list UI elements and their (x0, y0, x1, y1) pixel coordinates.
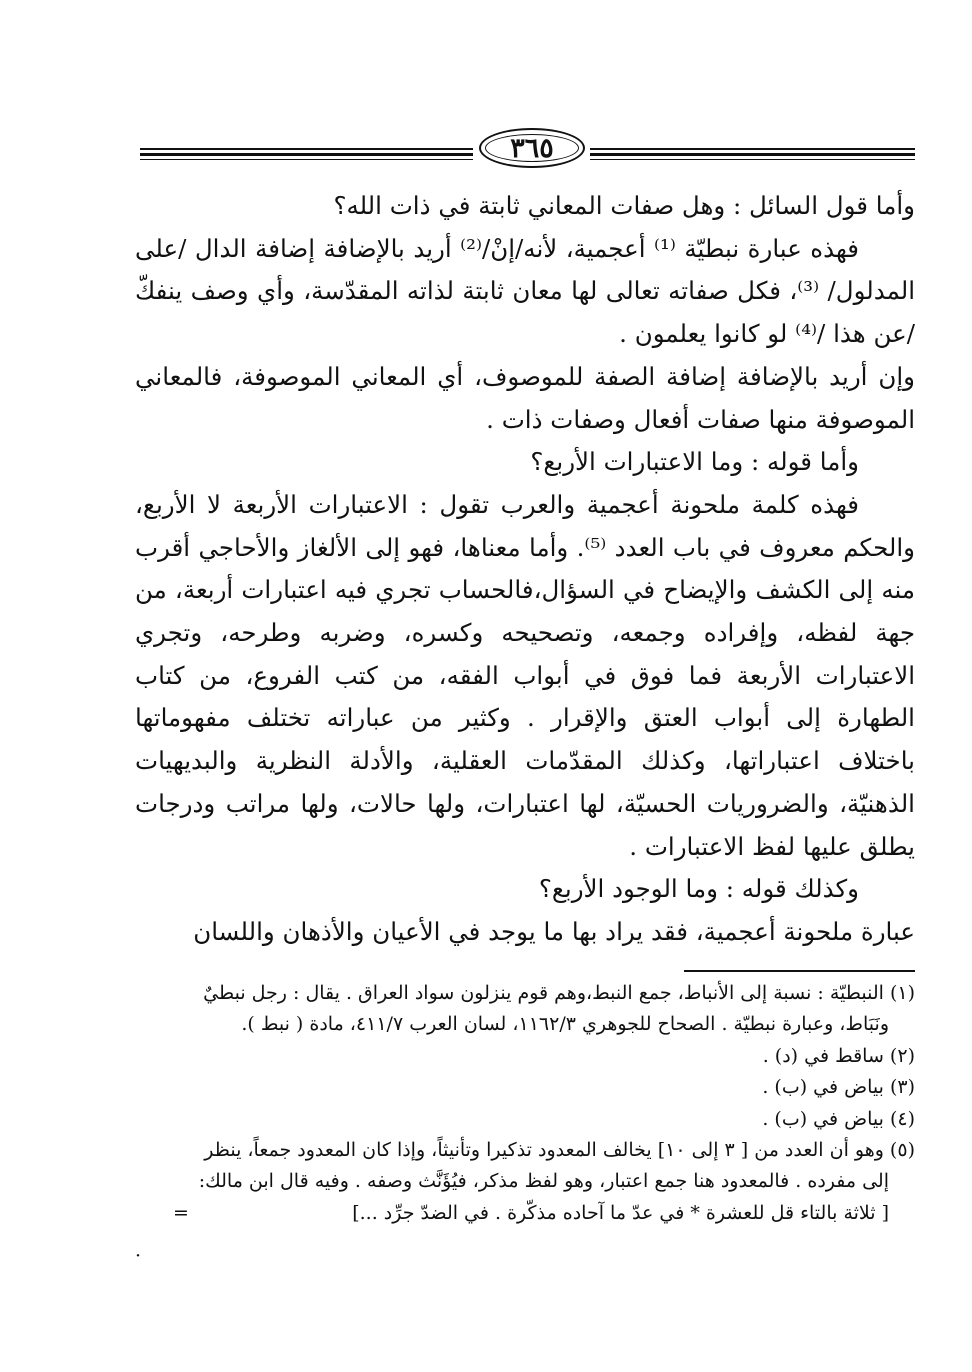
body-paragraph: وإن أريد بالإضافة إضافة الصفة للموصوف، أي المعاني الموصوفة، فالمعاني الموصوفة منها صفات أفعال وصفات ذات . (135, 361, 915, 434)
body-paragraph: وكذلك قوله : وما الوجود الأربع؟ (538, 874, 859, 904)
footnote-text: (٥) وهو أن العدد من [ ٣ إلى ١٠] يخالف المعدود تذكيرا وتأنيثاً، وإذا كان المعدود جمعاً، ينظر (204, 1139, 915, 1162)
page-header (140, 124, 915, 174)
footnote-text: ونَبَاط، وعبارة نبطيّة . الصحاح للجوهري ١١٦٢/٣، لسان العرب ٤١١/٧، مادة ( نبط ). (241, 1013, 889, 1036)
footnote-text: (١) النبطيّة : نسبة إلى الأنباط، جمع النبط،وهم قوم ينزلون سواد العراق . يقال : رجل نبطيٌ (203, 982, 915, 1004)
footnote-text: [ ثلاثة بالتاء قل للعشرة * في عدّ ما آحاده مذكّرة . في الضدّ جرِّد ...] (352, 1201, 889, 1224)
footnote-separator (684, 970, 915, 972)
footnote-text: (٢) ساقط في (د) . (762, 1044, 915, 1067)
footnote-text: إلى مفرده . فالمعدود هنا جمع اعتبار، وهو لفظ مذكر، فيُؤَنَّث وصفه . وفيه قال ابن مالك: (198, 1170, 889, 1193)
body-paragraph: وأما قوله : وما الاعتبارات الأربع؟ (530, 447, 859, 477)
body-paragraph: عبارة ملحونة أعجمية، فقد يراد بها ما يوجد في الأعيان والأذهان واللسان (193, 916, 915, 946)
footnote-text: (٤) بياض في (ب) . (762, 1107, 915, 1130)
body-paragraph: وأما قول السائل : وهل صفات المعاني ثابتة في ذات الله؟ (333, 191, 915, 220)
footnotes (135, 978, 915, 1229)
footnote-continuation (135, 1198, 915, 1229)
header-rule-left (140, 148, 473, 164)
footnote (135, 1041, 915, 1072)
page-number: ٣٦٥ (479, 128, 585, 168)
footnote (135, 1135, 915, 1166)
margin-mark: · (135, 1245, 142, 1267)
footnote (135, 978, 915, 1009)
header-rule-right (590, 148, 915, 164)
footnote-text: (٣) بياض في (ب) . (762, 1076, 915, 1099)
footnote-continuation (135, 1166, 915, 1197)
body-paragraph: فهذه كلمة ملحونة أعجمية والعرب تقول : الاعتبارات الأربعة لا الأربع، والحكم معروف في باب العدد ⁽⁵⁾. وأما معناها، فهو إلى الألغاز والأحاجي أقرب منه إلى الكشف والإيضاح في السؤال،فالحساب تجري فيه اعتبارات أربعة، من جهة لفظه، وإفراده وجمعه، وتصحيحه وكسره، وضربه وطرحه، وتجري الاعتبارات الأربعة فما فوق في أبواب الفقه، من كتب الفروع، من كتاب الطهارة إلى أبواب العتق والإقرار . وكثير من عباراته تختلف مفهوماتها باختلاف اعتباراتها، وكذلك المقدّمات العقلية، والأدلة النظرية والبديهيات الذهنيّة، والضروريات الحسيّة، لها اعتبارات، ولها حالات، ولها مراتب ودرجات يطلق عليها لفظ الاعتبارات . (135, 489, 915, 861)
footnote (135, 1104, 915, 1135)
main-text (135, 185, 915, 954)
footnote (135, 1072, 915, 1103)
continuation-mark: = (173, 1201, 189, 1224)
footnote-continuation (135, 1009, 915, 1040)
body-paragraph: فهذه عبارة نبطيّة ⁽¹⁾ أعجمية، لأنه/إنْ/⁽²⁾ أريد بالإضافة إضافة الدال /على المدلول/ ⁽³⁾، فكل صفاته تعالى لها معان ثابتة لذاته المقدّسة، وأي وصف ينفكّ /عن هذا /⁽⁴⁾ لو كانوا يعلمون . (135, 233, 916, 349)
